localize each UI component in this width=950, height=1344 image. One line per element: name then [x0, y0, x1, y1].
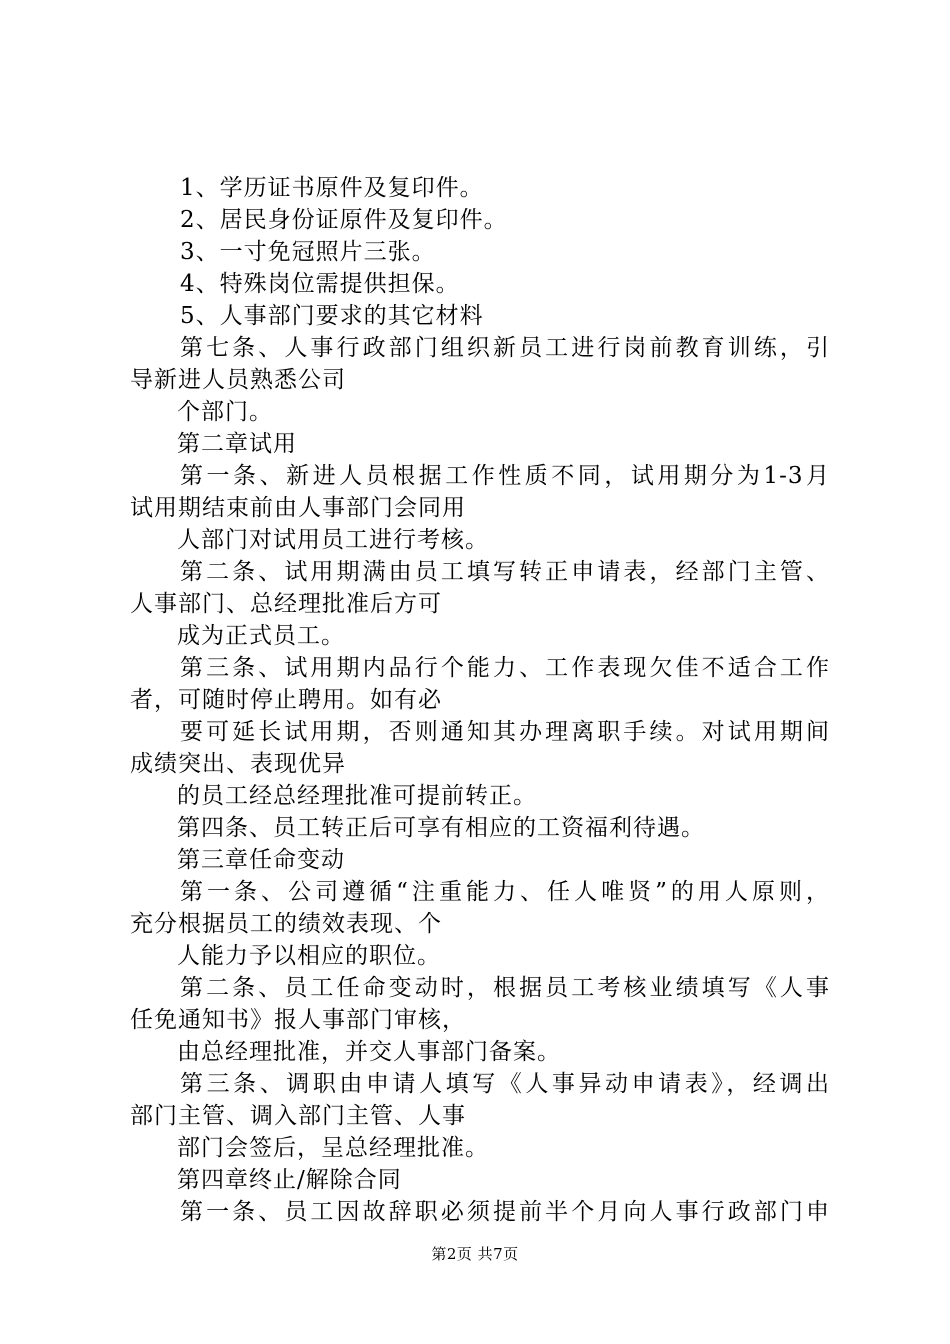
- text-line: 人能力予以相应的职位。: [177, 943, 441, 969]
- chapter-heading: 第四章终止/解除合同: [177, 1167, 402, 1193]
- text-line: 5、人事部门要求的其它材料: [180, 303, 484, 329]
- text-line: 部门会签后，呈总经理批准。: [177, 1135, 489, 1161]
- text-line: 个部门。: [177, 399, 273, 425]
- text-line: 2、居民身份证原件及复印件。: [180, 207, 508, 233]
- text-line: 第一条、新进人员根据工作性质不同，试用期分为1-3月: [180, 463, 830, 489]
- text-line: 的员工经总经理批准可提前转正。: [177, 783, 537, 809]
- page-footer: 第2页 共7页: [431, 1245, 519, 1263]
- text-line: 第二条、试用期满由员工填写转正申请表，经部门主管、: [180, 559, 830, 585]
- chapter-heading: 第二章试用: [177, 431, 297, 457]
- text-line: 要可延长试用期，否则通知其办理离职手续。对试用期间: [180, 719, 830, 745]
- text-line: 部门主管、调入部门主管、人事: [130, 1103, 466, 1129]
- text-line: 者，可随时停止聘用。如有必: [130, 687, 442, 713]
- text-line: 第四条、员工转正后可享有相应的工资福利待遇。: [177, 815, 705, 841]
- text-line: 3、一寸免冠照片三张。: [180, 239, 436, 265]
- text-line: 人部门对试用员工进行考核。: [177, 527, 489, 553]
- text-line: 第三条、试用期内品行个能力、工作表现欠佳不适合工作: [180, 655, 830, 681]
- document-body: [130, 172, 830, 1228]
- text-line: 第二条、员工任命变动时，根据员工考核业绩填写《人事: [180, 975, 830, 1001]
- text-line: 成为正式员工。: [177, 623, 345, 649]
- text-line: 人事部门、总经理批准后方可: [130, 591, 442, 617]
- text-line: 由总经理批准，并交人事部门备案。: [177, 1039, 561, 1065]
- text-line: 成绩突出、表现优异: [130, 751, 346, 777]
- text-line: 第三条、调职由申请人填写《人事异动申请表》，经调出: [180, 1071, 830, 1097]
- text-line: 4、特殊岗位需提供担保。: [180, 271, 460, 297]
- text-line: 充分根据员工的绩效表现、个: [130, 911, 442, 937]
- chapter-heading: 第三章任命变动: [177, 847, 345, 873]
- text-line: 导新进人员熟悉公司: [130, 367, 346, 393]
- text-line: 试用期结束前由人事部门会同用: [130, 495, 466, 521]
- text-line: 1、学历证书原件及复印件。: [180, 175, 484, 201]
- text-line: 第一条、公司遵循“注重能力、任人唯贤”的用人原则，: [180, 879, 830, 905]
- text-line: 第七条、人事行政部门组织新员工进行岗前教育训练，引: [180, 335, 830, 361]
- text-line: 任免通知书》报人事部门审核，: [130, 1007, 466, 1033]
- text-line: 第一条、员工因故辞职必须提前半个月向人事行政部门申: [180, 1199, 830, 1225]
